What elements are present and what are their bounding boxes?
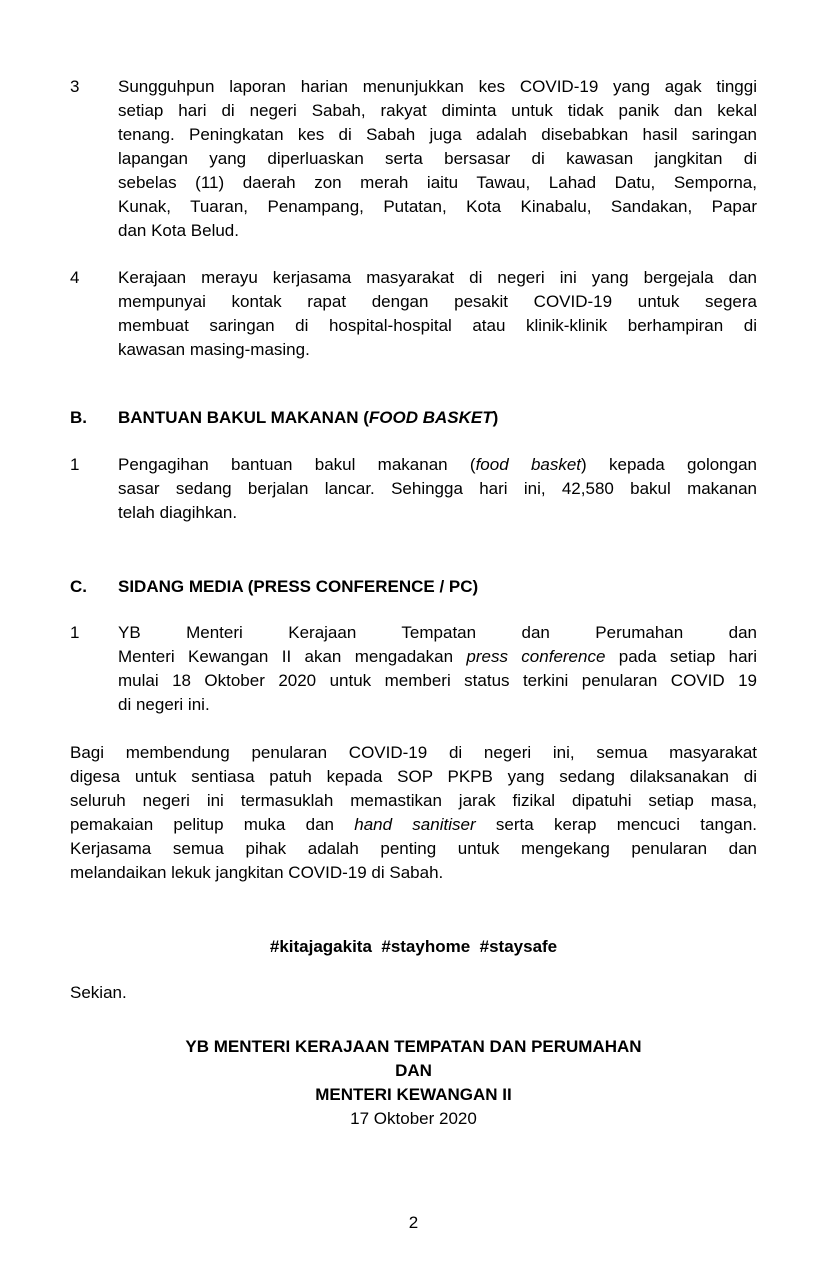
section-letter: B. — [70, 408, 87, 427]
text-line — [118, 314, 757, 338]
text-run: dan Kota Belud. — [118, 221, 239, 240]
text-line — [70, 813, 757, 837]
text-run: pada setiap hari — [605, 647, 757, 666]
text-run: mulai 18 Oktober 2020 untuk memberi status terkini penularan COVID 19 — [118, 671, 757, 690]
text-run: YB Menteri Kerajaan Tempatan dan Perumahan dan — [118, 623, 757, 642]
text-run: SIDANG MEDIA (PRESS CONFERENCE / PC) — [118, 577, 479, 596]
text-run: Pengagihan bantuan bakul makanan ( — [118, 455, 476, 474]
signature-block — [70, 1035, 757, 1131]
signature-line-1: YB MENTERI KERAJAAN TEMPATAN DAN PERUMAHAN — [185, 1037, 642, 1056]
text-run: telah diagihkan. — [118, 503, 238, 522]
text-line — [118, 453, 757, 477]
hashtags-line: #kitajagakita #stayhome #staysafe — [269, 937, 558, 956]
closing-salutation: Sekian. — [70, 983, 127, 1002]
text-run: sebelas (11) daerah zon merah iaitu Tawau, Lahad Datu, Semporna, — [118, 173, 757, 192]
section-title — [118, 575, 757, 599]
text-line — [70, 765, 757, 789]
item-number: 3 — [70, 77, 80, 96]
text-line — [118, 669, 757, 693]
item-text — [118, 453, 757, 525]
text-line — [118, 338, 757, 362]
text-run: lapangan yang diperluaskan serta bersasar di kawasan jangkitan di — [118, 149, 757, 168]
section-b-heading — [70, 406, 757, 430]
text-run: Kerajaan merayu kerjasama masyarakat di negeri ini yang bergejala dan — [118, 268, 757, 287]
text-line — [118, 693, 757, 717]
text-run: ) — [492, 408, 499, 427]
text-run: Bagi membendung penularan COVID-19 di negeri ini, semua masyarakat — [70, 743, 757, 762]
text-line — [118, 266, 757, 290]
text-run: melandaikan lekuk jangkitan COVID-19 di Sabah. — [70, 863, 444, 882]
text-line — [118, 75, 757, 99]
item-text — [118, 75, 757, 243]
text-run: tenang. Peningkatan kes di Sabah juga adalah disebabkan hasil saringan — [118, 125, 757, 144]
text-line — [118, 171, 757, 195]
item-b1 — [70, 453, 757, 525]
text-line — [70, 837, 757, 861]
closing-paragraph — [70, 741, 757, 885]
item-c1 — [70, 621, 757, 717]
item-text — [118, 621, 757, 717]
text-line — [118, 645, 757, 669]
text-run: kawasan masing-masing. — [118, 340, 310, 359]
text-run: serta kerap mencuci tangan. — [475, 815, 758, 834]
text-run: membuat saringan di hospital-hospital atau klinik-klinik berhampiran di — [118, 316, 757, 335]
item-4 — [70, 266, 757, 362]
item-number: 1 — [70, 455, 80, 474]
text-run: food basket — [475, 455, 582, 474]
text-run: Menteri Kewangan II akan mengadakan — [118, 647, 467, 666]
text-run: Kerjasama semua pihak adalah penting untuk mengekang penularan dan — [70, 839, 757, 858]
text-line — [118, 195, 757, 219]
text-run: di negeri ini. — [118, 695, 210, 714]
text-line — [70, 789, 757, 813]
text-run: ) kepada golongan — [581, 455, 758, 474]
section-c-heading — [70, 575, 757, 599]
text-line — [118, 123, 757, 147]
item-number: 4 — [70, 268, 80, 287]
text-run: BANTUAN BAKUL MAKANAN ( — [118, 408, 369, 427]
text-line — [118, 219, 757, 243]
text-line — [118, 147, 757, 171]
text-line — [118, 621, 757, 645]
item-text — [118, 266, 757, 362]
signature-line-2: DAN — [395, 1061, 432, 1080]
section-letter: C. — [70, 577, 87, 596]
text-run: press conference — [466, 647, 606, 666]
text-line — [118, 99, 757, 123]
text-run: sasar sedang berjalan lancar. Sehingga hari ini, 42,580 bakul makanan — [118, 479, 757, 498]
text-line — [118, 477, 757, 501]
text-run: pemakaian pelitup muka dan — [70, 815, 355, 834]
text-run: Kunak, Tuaran, Penampang, Putatan, Kota Kinabalu, Sandakan, Papar — [118, 197, 757, 216]
signature-line-3: MENTERI KEWANGAN II — [315, 1085, 512, 1104]
text-line — [118, 501, 757, 525]
text-line — [70, 861, 757, 885]
item-3 — [70, 75, 757, 243]
text-run: seluruh negeri ini termasuklah memastikan jarak fizikal dipatuhi setiap masa, — [70, 791, 757, 810]
text-run: hand sanitiser — [354, 815, 476, 834]
text-run: mempunyai kontak rapat dengan pesakit COVID-19 untuk segera — [118, 292, 757, 311]
text-run: FOOD BASKET — [368, 408, 493, 427]
text-run: digesa untuk sentiasa patuh kepada SOP PKPB yang sedang dilaksanakan di — [70, 767, 757, 786]
text-line — [70, 741, 757, 765]
text-run: setiap hari di negeri Sabah, rakyat diminta untuk tidak panik dan kekal — [118, 101, 757, 120]
signature-date: 17 Oktober 2020 — [350, 1109, 477, 1128]
page-number: 2 — [408, 1213, 419, 1232]
item-number: 1 — [70, 623, 80, 642]
section-title — [118, 406, 757, 430]
text-line — [118, 290, 757, 314]
text-run: Sungguhpun laporan harian menunjukkan kes COVID-19 yang agak tinggi — [118, 77, 757, 96]
